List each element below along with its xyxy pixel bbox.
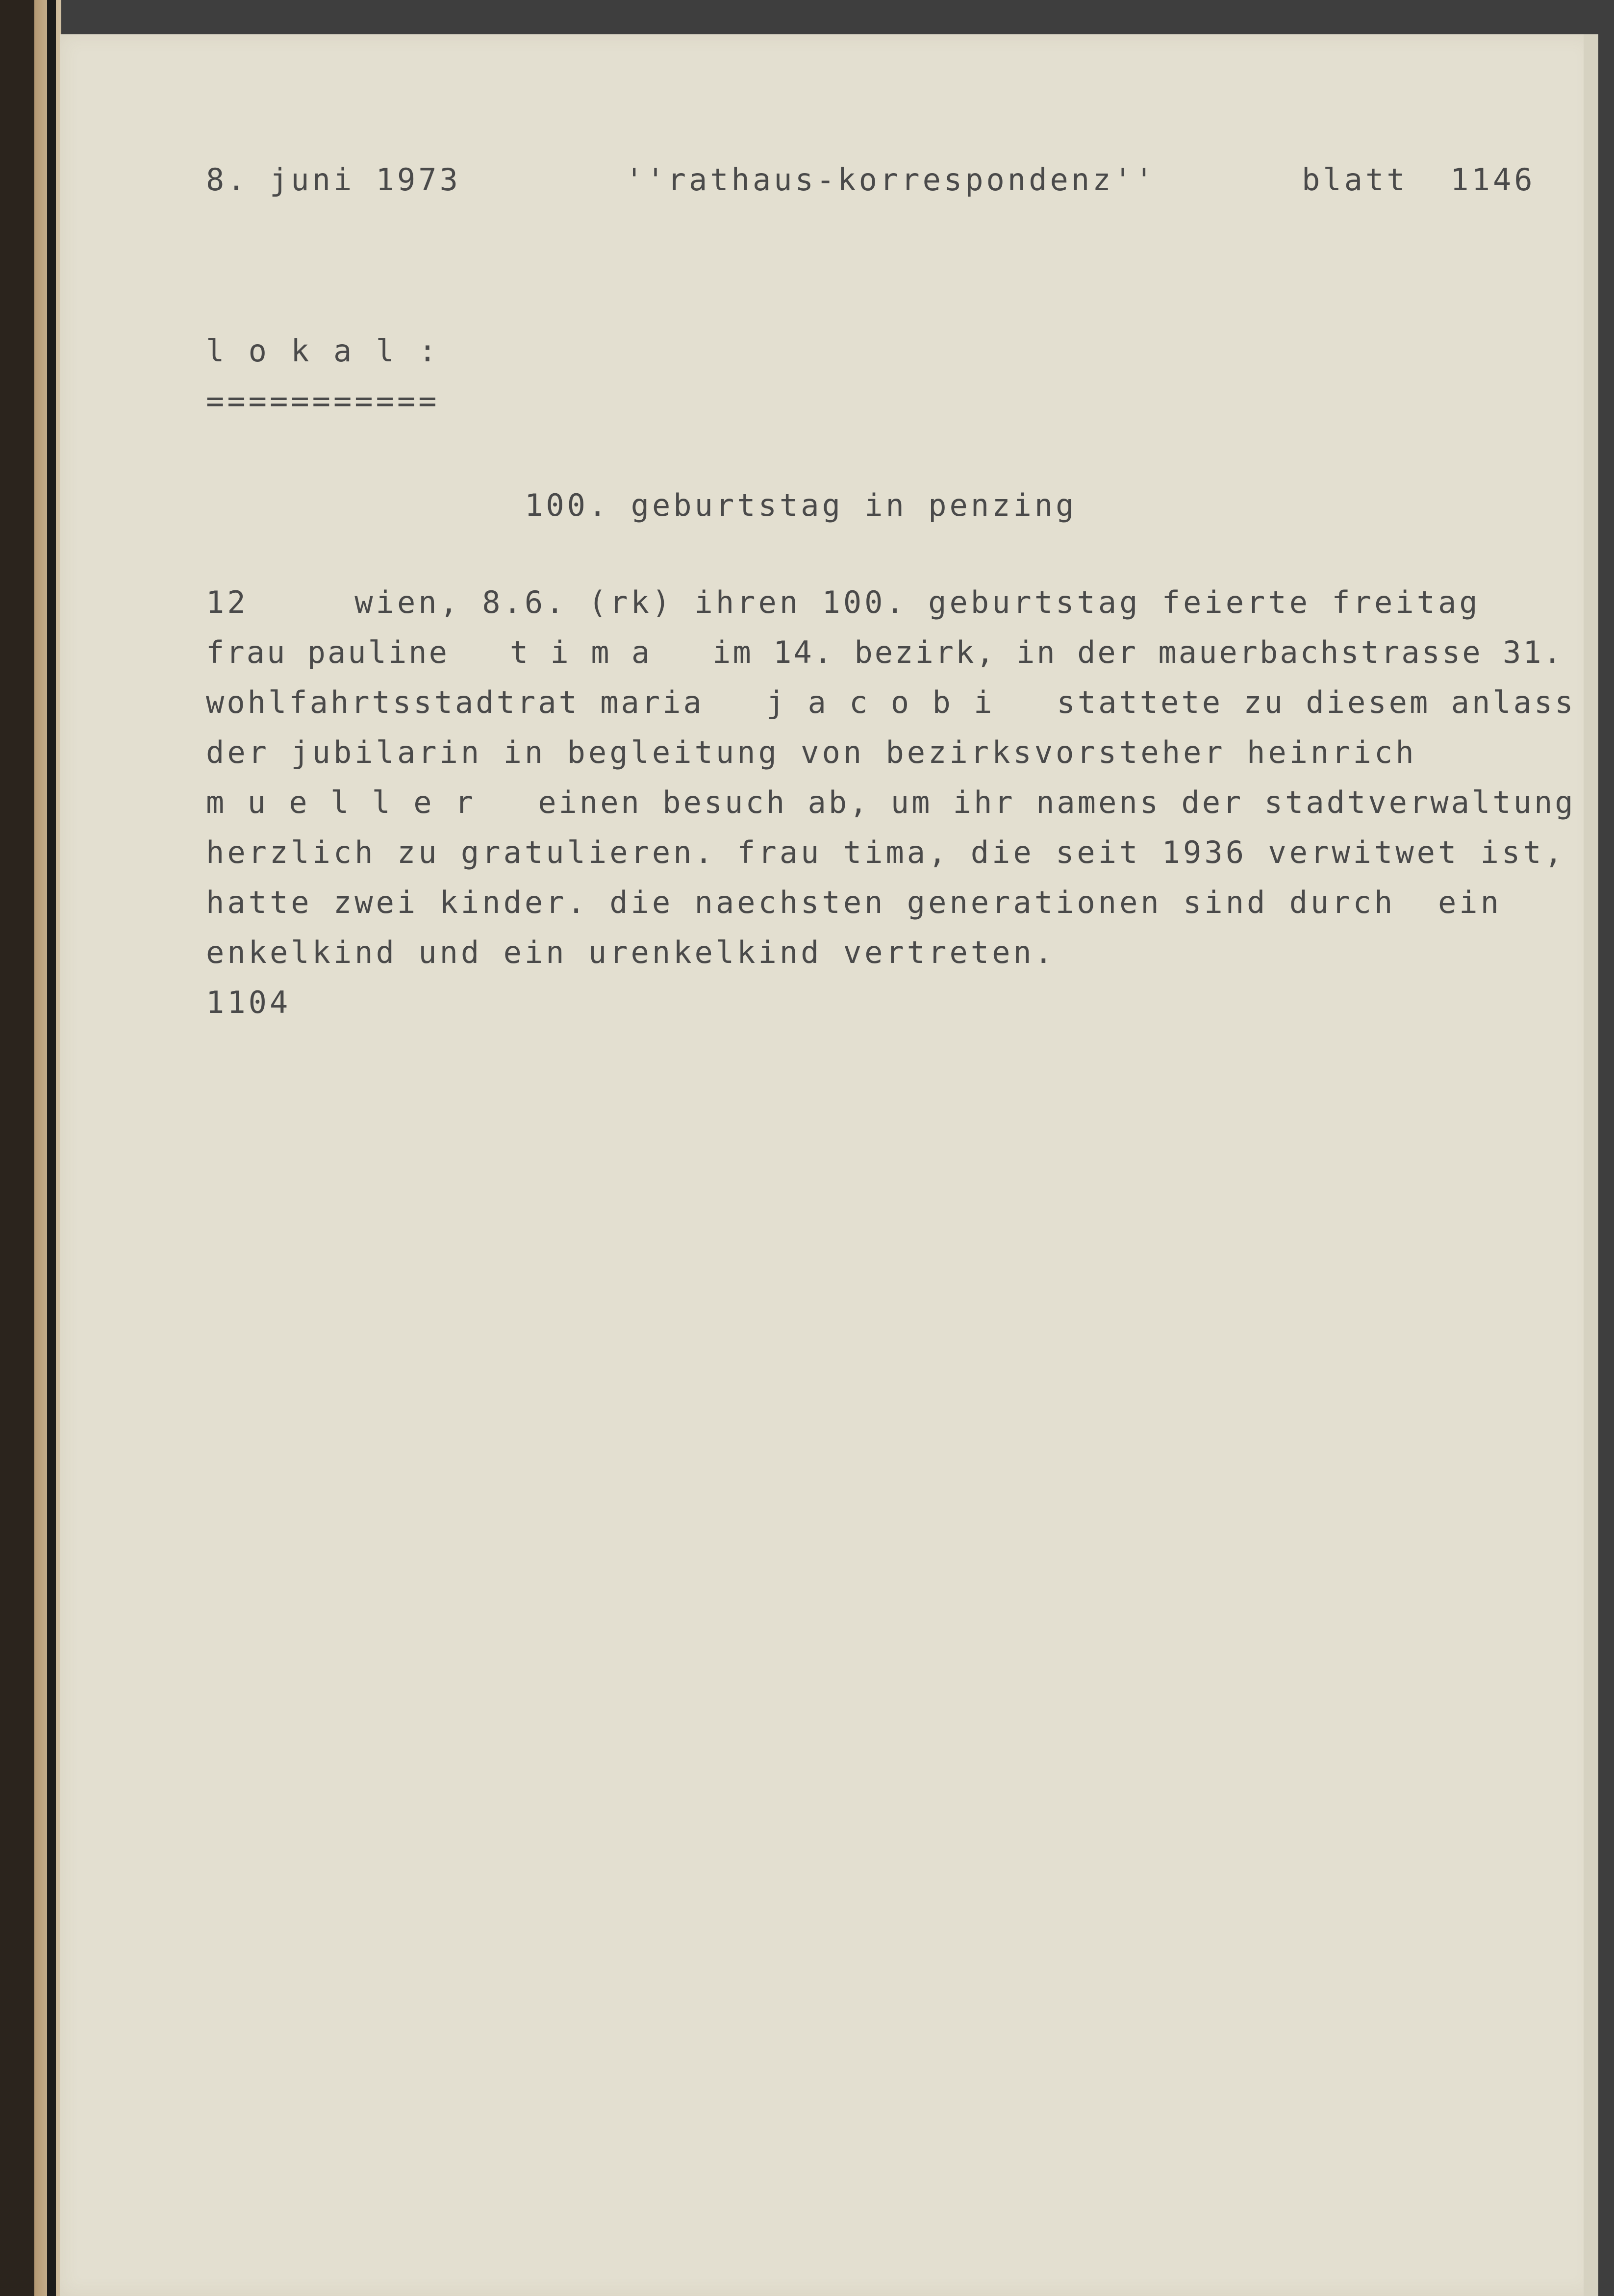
section-underline: =========== [206,383,440,419]
page-edge [1584,34,1598,2296]
scan-background-top [0,0,1614,34]
article-line: herzlich zu gratulieren. frau tima, die seit 1936 verwitwet ist, [206,834,1565,870]
article-line: hatte zwei kinder. die naechsten generationen sind durch ein [206,884,1502,920]
header-date: 8. juni 1973 [206,162,461,198]
article-line: der jubilarin in begleitung von bezirksvorsteher heinrich [206,734,1417,770]
scan-background-right [1598,0,1614,2296]
article-line: frau pauline t i m a im 14. bezirk, in der mauerbachstrasse 31. [206,634,1564,670]
header-sheet-number: blatt 1146 [1302,162,1536,198]
article-title: 100. geburtstag in penzing [525,487,1077,523]
binding-gap [47,0,56,2296]
header-publication: ''rathaus-korrespondenz'' [625,162,1157,198]
article-line: wohlfahrtsstadtrat maria j a c o b i stattete zu diesem anlass [206,684,1576,720]
article-line: enkelkind und ein urenkelkind vertreten. [206,934,1056,970]
article-footer-code: 1104 [206,984,291,1020]
document-page [60,34,1594,2296]
article-line: 12 wien, 8.6. (rk) ihren 100. geburtstag feierte freitag [206,584,1481,620]
book-spine [0,0,34,2296]
article-line: m u e l l e r einen besuch ab, um ihr namens der stadtverwaltung [206,784,1576,820]
section-label: l o k a l : [206,333,440,369]
